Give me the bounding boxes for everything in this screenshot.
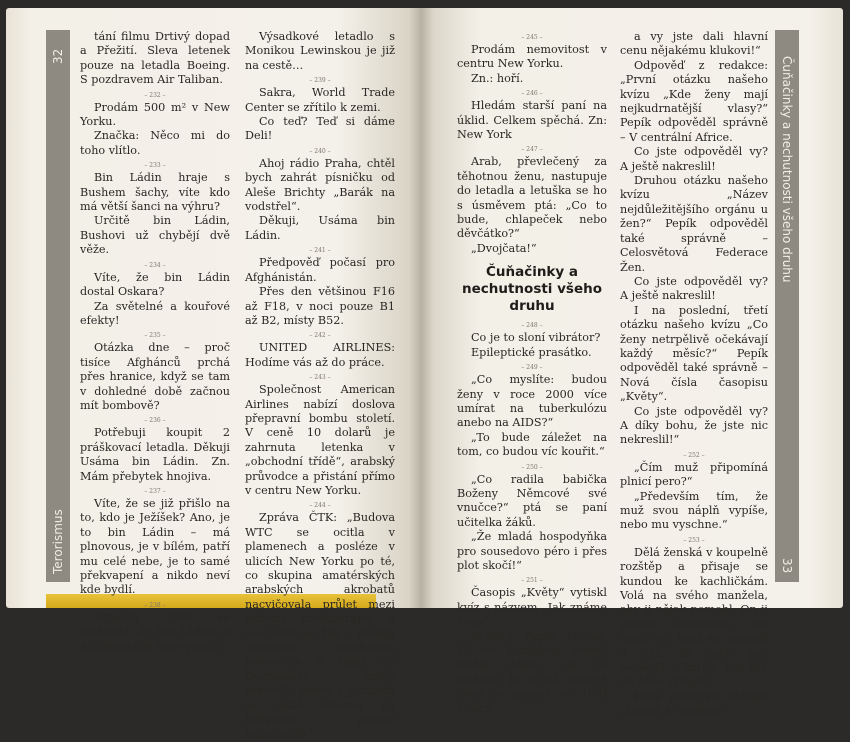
- left-page-column-1: [80, 30, 230, 654]
- joke-paragraph: Zn.: hoří.: [471, 71, 524, 85]
- chapter-heading: Čuňačinky a nechutnosti všeho druhu: [461, 264, 603, 315]
- joke-number: – 235 –: [144, 332, 166, 340]
- joke-paragraph: Zpráva ČTK: „Budova WTC se ocitla v plamenech a posléze v ulicích New Yorku po té, co skupina amatérských arabských akrobatů nacvičovala průlet mezi věžemi mrakodrapů a souběžně se tak s dalším arabským akrobatem pokoušela o zápis do Guinessovy knihy rekordů, neboť s Jumbem se ještě nikomu na heliportu přistát nepodařilo.“: [245, 511, 395, 741]
- joke-paragraph: Časopis „Květy“ vytiskl kvíz s názvem „Jak známe ženy“.: [457, 586, 607, 629]
- joke-paragraph: Zvítězil Pepík Novák, 10 let. Rozčilený čtenář zaslal dopis: „Je to směšné! Je mi 65, poprvé jsem je poznal ve 12-ti letech,: [457, 629, 607, 715]
- joke-number: – 243 –: [309, 374, 331, 382]
- joke-paragraph: Odpověď z redakce: „První otázku našeho kvízu „Kde ženy mají nejkudrnatější vlasy?“ Pepík odpověděl správně – V centrální Africe.: [620, 58, 768, 144]
- page-number-left: 32: [51, 48, 65, 64]
- joke-paragraph: Kutil přemýšlí nahlas: „Jediné ji obsekat!“: [620, 689, 768, 718]
- right-margin-strip: [775, 30, 799, 582]
- joke-paragraph: Druhou otázku našeho kvízu „Název nejdůležitějšího orgánu u žen?“ Pepík odpověděl také správně – Celosvětová Federace Žen.: [620, 174, 768, 274]
- running-head-left: Terorismus: [51, 509, 65, 574]
- left-margin-strip: [46, 30, 70, 582]
- joke-paragraph: tání filmu Drtivý dopad a Přežití. Sleva letenek pouze na letadla Boeing. S pozdravem Air Taliban.: [80, 30, 230, 87]
- running-head-right: Čuňačinky a nechutnosti všeho druhu: [780, 56, 794, 283]
- joke-number: – 246 –: [521, 90, 543, 98]
- joke-number: – 250 –: [521, 463, 543, 471]
- left-page-column-2: [245, 30, 395, 742]
- joke-number: – 233 –: [144, 162, 166, 170]
- joke-number: – 236 –: [144, 417, 166, 425]
- joke-paragraph: Prodám 500 m² v New Yorku.: [80, 100, 230, 129]
- joke-paragraph: Arab, převlečený za těhotnou ženu, nastupuje do letadla a letuška se ho s úsměvem ptá: „Co to bude, chlapeček nebo děvčátko?“: [457, 155, 607, 241]
- joke-number: – 249 –: [521, 364, 543, 372]
- joke-number: – 244 –: [309, 502, 331, 510]
- joke-paragraph: Prodám nemovitost v centru New Yorku.: [457, 43, 607, 71]
- joke-paragraph: „To bude záležet na tom, co budou víc kouřit.“: [457, 430, 607, 459]
- joke-paragraph: Značka: Něco mi do toho vlítlo.: [80, 129, 230, 157]
- joke-number: – 245 –: [521, 34, 543, 41]
- joke-paragraph: Dělá ženská v koupelně rozštěp a přisaje se kundou ke kachličkám. Volá na svého manžela, aby ji nějak pomohl. On ji zkouší odtrhnout, ale nejde to. Muž se zamyslí a říká, že dojde pro souseda – kutila, ten prý už něco vymyslí.: [620, 545, 768, 689]
- joke-paragraph: „Co myslíte: budou ženy v roce 2000 více umírat na tuberkulózu anebo na AIDS?“: [457, 373, 607, 430]
- right-page-column-1: [457, 30, 607, 716]
- joke-paragraph: „Čím muž připomíná plnicí pero?“: [620, 460, 768, 489]
- joke-number: – 238 –: [144, 601, 166, 609]
- right-page-column-2: [620, 30, 768, 719]
- joke-paragraph: Děkuji, Usáma bin Ládin.: [245, 214, 395, 242]
- joke-paragraph: Určitě bin Ládin, Bushovi už chybějí dvě věže.: [80, 214, 230, 257]
- joke-paragraph: I na poslední, třetí otázku našeho kvízu „Co ženy netrpělivě očekávají každý měsíc?“ Pepík odpověděl také správně – Nová čísla časopisu „Květy“.: [620, 303, 768, 404]
- joke-number: – 232 –: [144, 91, 166, 99]
- joke-paragraph: Armáda USA se rozhodla, že bin Ládina z Afghánských hor vykouří.: [80, 610, 230, 653]
- joke-number: – 242 –: [309, 332, 331, 340]
- joke-number: – 234 –: [144, 261, 166, 269]
- joke-paragraph: Společnost American Airlines nabízí doslova přepravní bombu století. V ceně 10 dolarů je zahrnuta letenka v „obchodní třídě“, arabský průvodce a přistání přímo v centru New Yorku.: [245, 383, 395, 497]
- joke-number: – 247 –: [521, 146, 543, 154]
- joke-paragraph: Co jste odpověděl vy? A ještě nakreslil!: [620, 274, 768, 303]
- joke-paragraph: Potřebuji koupit 2 práškovací letadla. Děkuji Usáma bin Ládin. Zn. Mám přebytek hnojiva.: [80, 426, 230, 483]
- joke-paragraph: Epileptické prasátko.: [471, 345, 592, 359]
- joke-paragraph: Předpověď počasí pro Afghánistán.: [245, 256, 395, 284]
- joke-paragraph: „Dvojčata!“: [471, 241, 537, 255]
- joke-paragraph: Otázka dne – proč tisíce Afghánců prchá přes hranice, když se tam v dohledné době začnou mít bombově?: [80, 341, 230, 412]
- page-number-right: 33: [780, 558, 794, 574]
- joke-number: – 248 –: [521, 322, 543, 330]
- right-column-1-top: [457, 33, 607, 256]
- joke-paragraph: Výsadkové letadlo s Monikou Lewinskou je již na cestě…: [245, 30, 395, 72]
- joke-paragraph: Co teď? Teď si dáme Deli!: [245, 115, 395, 143]
- joke-paragraph: Sakra, World Trade Center se zřítilo k zemi.: [245, 86, 395, 114]
- joke-number: – 240 –: [309, 147, 331, 155]
- joke-number: – 239 –: [309, 77, 331, 85]
- joke-paragraph: Co jste odpověděl vy? A ještě nakreslil!: [620, 145, 768, 173]
- joke-paragraph: Přes den většinou F16 až F18, v noci pouze B1 až B2, místy B52.: [245, 285, 395, 327]
- joke-number: – 241 –: [309, 247, 331, 255]
- joke-paragraph: a vy jste dali hlavní cenu nějakému klukovi!“: [620, 30, 768, 58]
- joke-paragraph: „Co radila babička Boženy Němcové své vnučce?“ ptá se paní učitelka žáků.: [457, 472, 607, 529]
- joke-paragraph: „Že mladá hospodyňka pro sousedovo péro i přes plot skočí!“: [457, 530, 607, 572]
- joke-paragraph: Hledám starší paní na úklid. Celkem spěchá. Zn: New York: [457, 99, 607, 142]
- joke-paragraph: Víte, že se již přišlo na to, kdo je Ježíšek? Ano, je to bin Ládin – má plnovous, je v bílém, patří mu celé nebe, je to samé překvapení a nikdo neví kde bydlí.: [80, 496, 230, 597]
- joke-number: – 251 –: [521, 577, 543, 585]
- joke-number: – 253 –: [683, 536, 705, 544]
- joke-number: – 252 –: [683, 451, 705, 459]
- joke-paragraph: UNITED AIRLINES: Hodíme vás až do práce.: [245, 341, 395, 369]
- joke-paragraph: Co jste odpověděl vy? A díky bohu, že jste nic nekreslil!“: [620, 404, 768, 447]
- joke-paragraph: Ahoj rádio Praha, chtěl bych zahrát písničku od Aleše Brichty „Barák na vodstřel“.: [245, 156, 395, 214]
- joke-paragraph: Víte, že bin Ládin dostal Oskara?: [80, 270, 230, 299]
- joke-number: – 237 –: [144, 487, 166, 495]
- joke-paragraph: Za světelné a kouřové efekty!: [80, 299, 230, 327]
- joke-paragraph: Bin Ládin hraje s Bushem šachy, víte kdo má větší šanci na výhru?: [80, 171, 230, 214]
- joke-paragraph: „Především tím, že muž svou náplň vypíše, nebo mu vyschne.“: [620, 489, 768, 532]
- right-column-1-bottom: [457, 321, 607, 716]
- joke-paragraph: Co je to sloní vibrátor?: [471, 331, 601, 345]
